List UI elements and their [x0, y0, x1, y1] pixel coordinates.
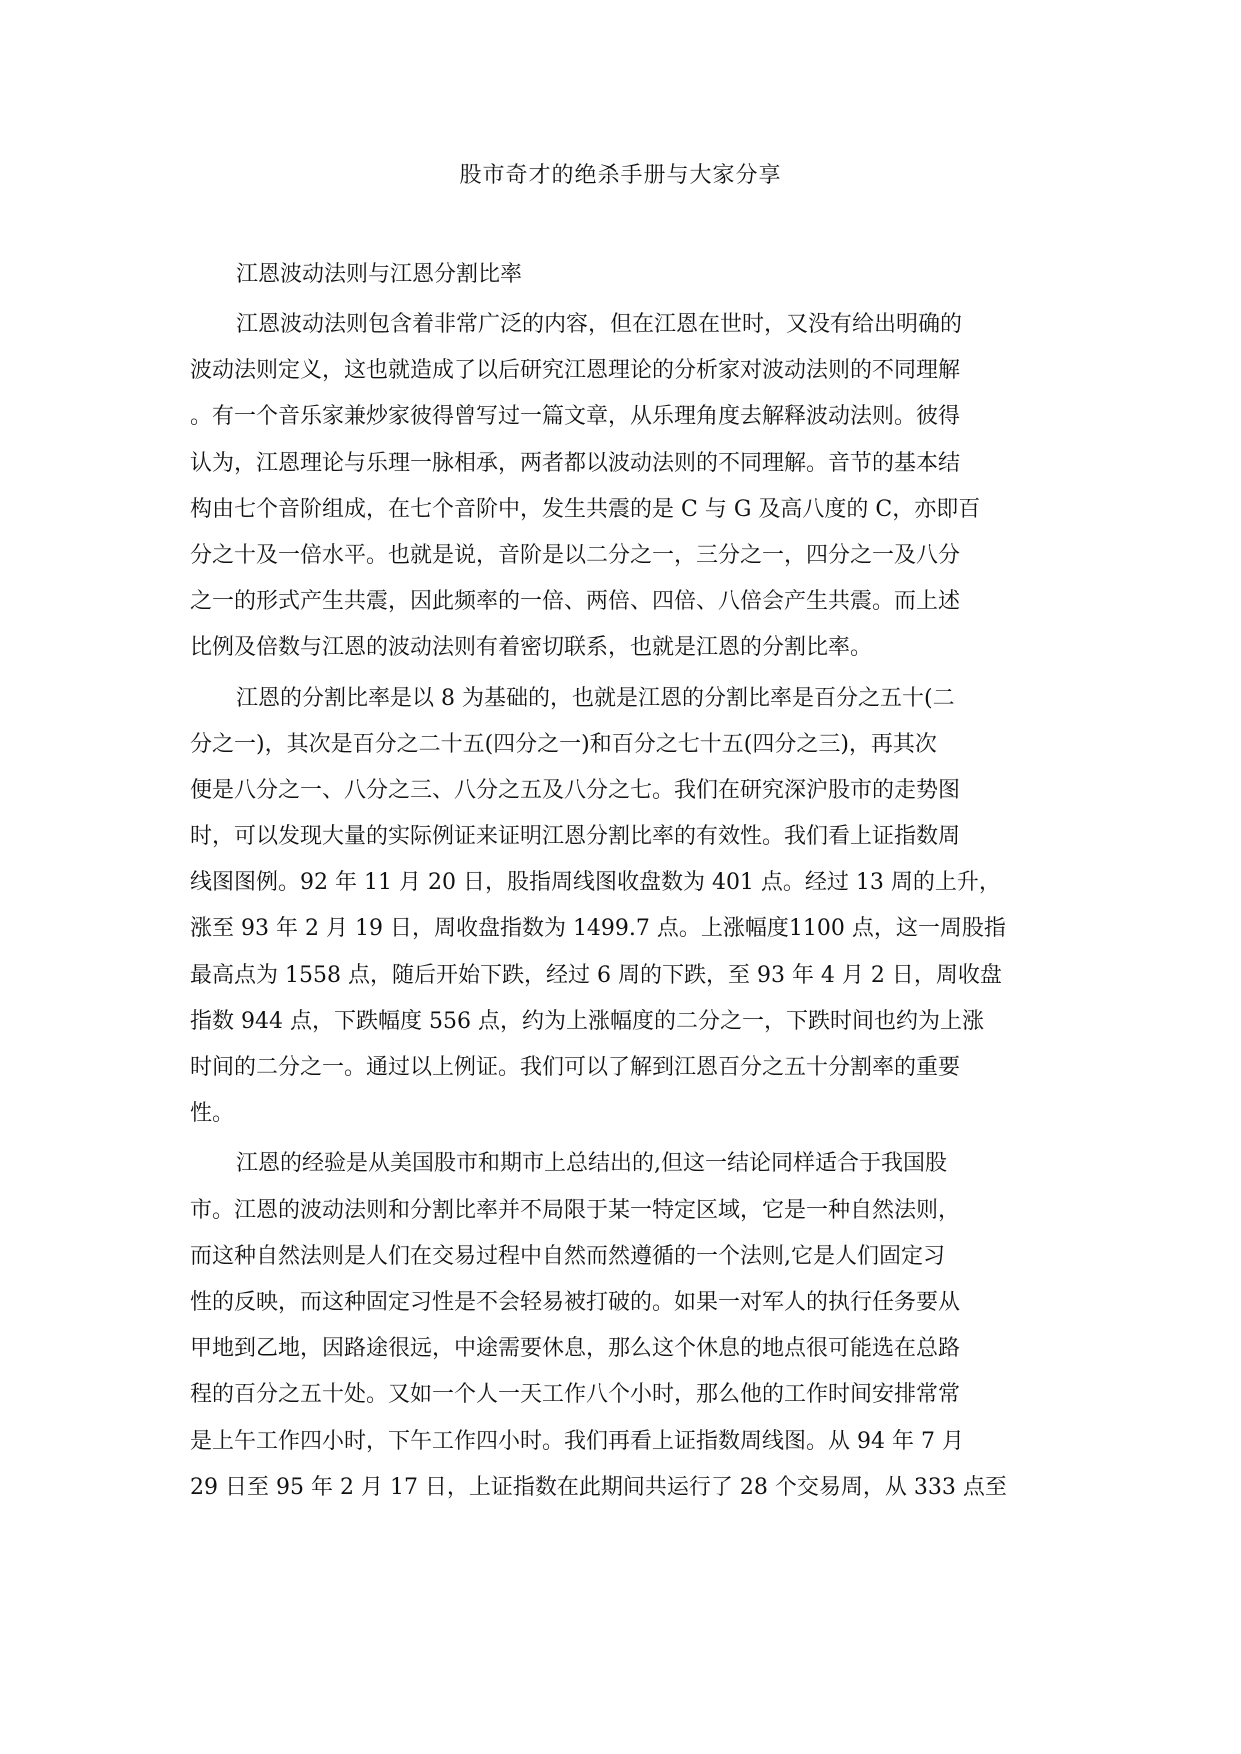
paragraph-line: 波动法则定义，这也就造成了以后研究江恩理论的分析家对波动法则的不同理解 — [190, 358, 961, 384]
paragraph-line: 江恩的经验是从美国股市和期市上总结出的,但这一结论同样适合于我国股 — [236, 1151, 947, 1177]
paragraph-line: 分之一)，其次是百分之二十五(四分之一)和百分之七十五(四分之三)，再其次 — [190, 731, 937, 757]
paragraph-line: 认为，江恩理论与乐理一脉相承，两者都以波动法则的不同理解。音节的基本结 — [190, 450, 961, 476]
paragraph-line: 性。 — [190, 1101, 235, 1127]
section-heading: 江恩波动法则与江恩分割比率 — [236, 262, 523, 287]
paragraph-line: 而这种自然法则是人们在交易过程中自然而然遵循的一个法则,它是人们固定习 — [190, 1243, 945, 1269]
paragraph-line: 线图图例。92 年 11 月 20 日，股指周线图收盘数为 401 点。经过 13 周的上升， — [190, 870, 1001, 896]
paragraph-line: 是上午工作四小时，下午工作四小时。我们再看上证指数周线图。从 94 年 7 月 — [190, 1428, 964, 1454]
paragraph-line: 构由七个音阶组成，在七个音阶中，发生共震的是 C 与 G 及高八度的 C，亦即百 — [190, 496, 981, 522]
paragraph-line: 涨至 93 年 2 月 19 日，周收盘指数为 1499.7 点。上涨幅度1100 点，这一周股指 — [190, 916, 1006, 942]
paragraph-line: 最高点为 1558 点，随后开始下跌，经过 6 周的下跌，至 93 年 4 月 2 日，周收盘 — [190, 962, 1002, 988]
paragraph-line: 江恩的分割比率是以 8 为基础的，也就是江恩的分割比率是百分之五十(二 — [236, 685, 955, 711]
paragraph-3 — [190, 1141, 1050, 1511]
paragraph-1 — [190, 302, 1050, 672]
paragraph-line: 指数 944 点，下跌幅度 556 点，约为上涨幅度的二分之一，下跌时间也约为上涨 — [190, 1008, 984, 1034]
document-title: 股市奇才的绝杀手册与大家分享 — [459, 163, 782, 188]
paragraph-line: 程的百分之五十处。又如一个人一天工作八个小时，那么他的工作时间安排常常 — [190, 1382, 961, 1408]
paragraph-line: 。有一个音乐家兼炒家彼得曾写过一篇文章，从乐理角度去解释波动法则。彼得 — [190, 404, 961, 430]
paragraph-line: 时，可以发现大量的实际例证来证明江恩分割比率的有效性。我们看上证指数周 — [190, 824, 961, 850]
paragraph-line: 市。江恩的波动法则和分割比率并不局限于某一特定区域，它是一种自然法则， — [190, 1197, 961, 1223]
paragraph-line: 时间的二分之一。通过以上例证。我们可以了解到江恩百分之五十分割率的重要 — [190, 1055, 961, 1080]
document-body — [190, 252, 1050, 1515]
paragraph-2 — [190, 676, 1050, 1138]
paragraph-line: 江恩波动法则包含着非常广泛的内容，但在江恩在世时，又没有给出明确的 — [236, 312, 963, 337]
paragraph-line: 便是八分之一、八分之三、八分之五及八分之七。我们在研究深沪股市的走势图 — [190, 777, 961, 803]
paragraph-line: 比例及倍数与江恩的波动法则有着密切联系，也就是江恩的分割比率。 — [190, 635, 873, 661]
paragraph-line: 甲地到乙地，因路途很远，中途需要休息，那么这个休息的地点很可能选在总路 — [190, 1336, 961, 1362]
paragraph-line: 分之十及一倍水平。也就是说，音阶是以二分之一，三分之一，四分之一及八分 — [190, 542, 961, 568]
paragraph-line: 29 日至 95 年 2 月 17 日，上证指数在此期间共运行了 28 个交易周，从 333 点至 — [190, 1474, 1007, 1500]
paragraph-line: 性的反映，而这种固定习性是不会轻易被打破的。如果一对军人的执行任务要从 — [190, 1289, 961, 1315]
paragraph-line: 之一的形式产生共震，因此频率的一倍、两倍、四倍、八倍会产生共震。而上述 — [190, 589, 961, 615]
